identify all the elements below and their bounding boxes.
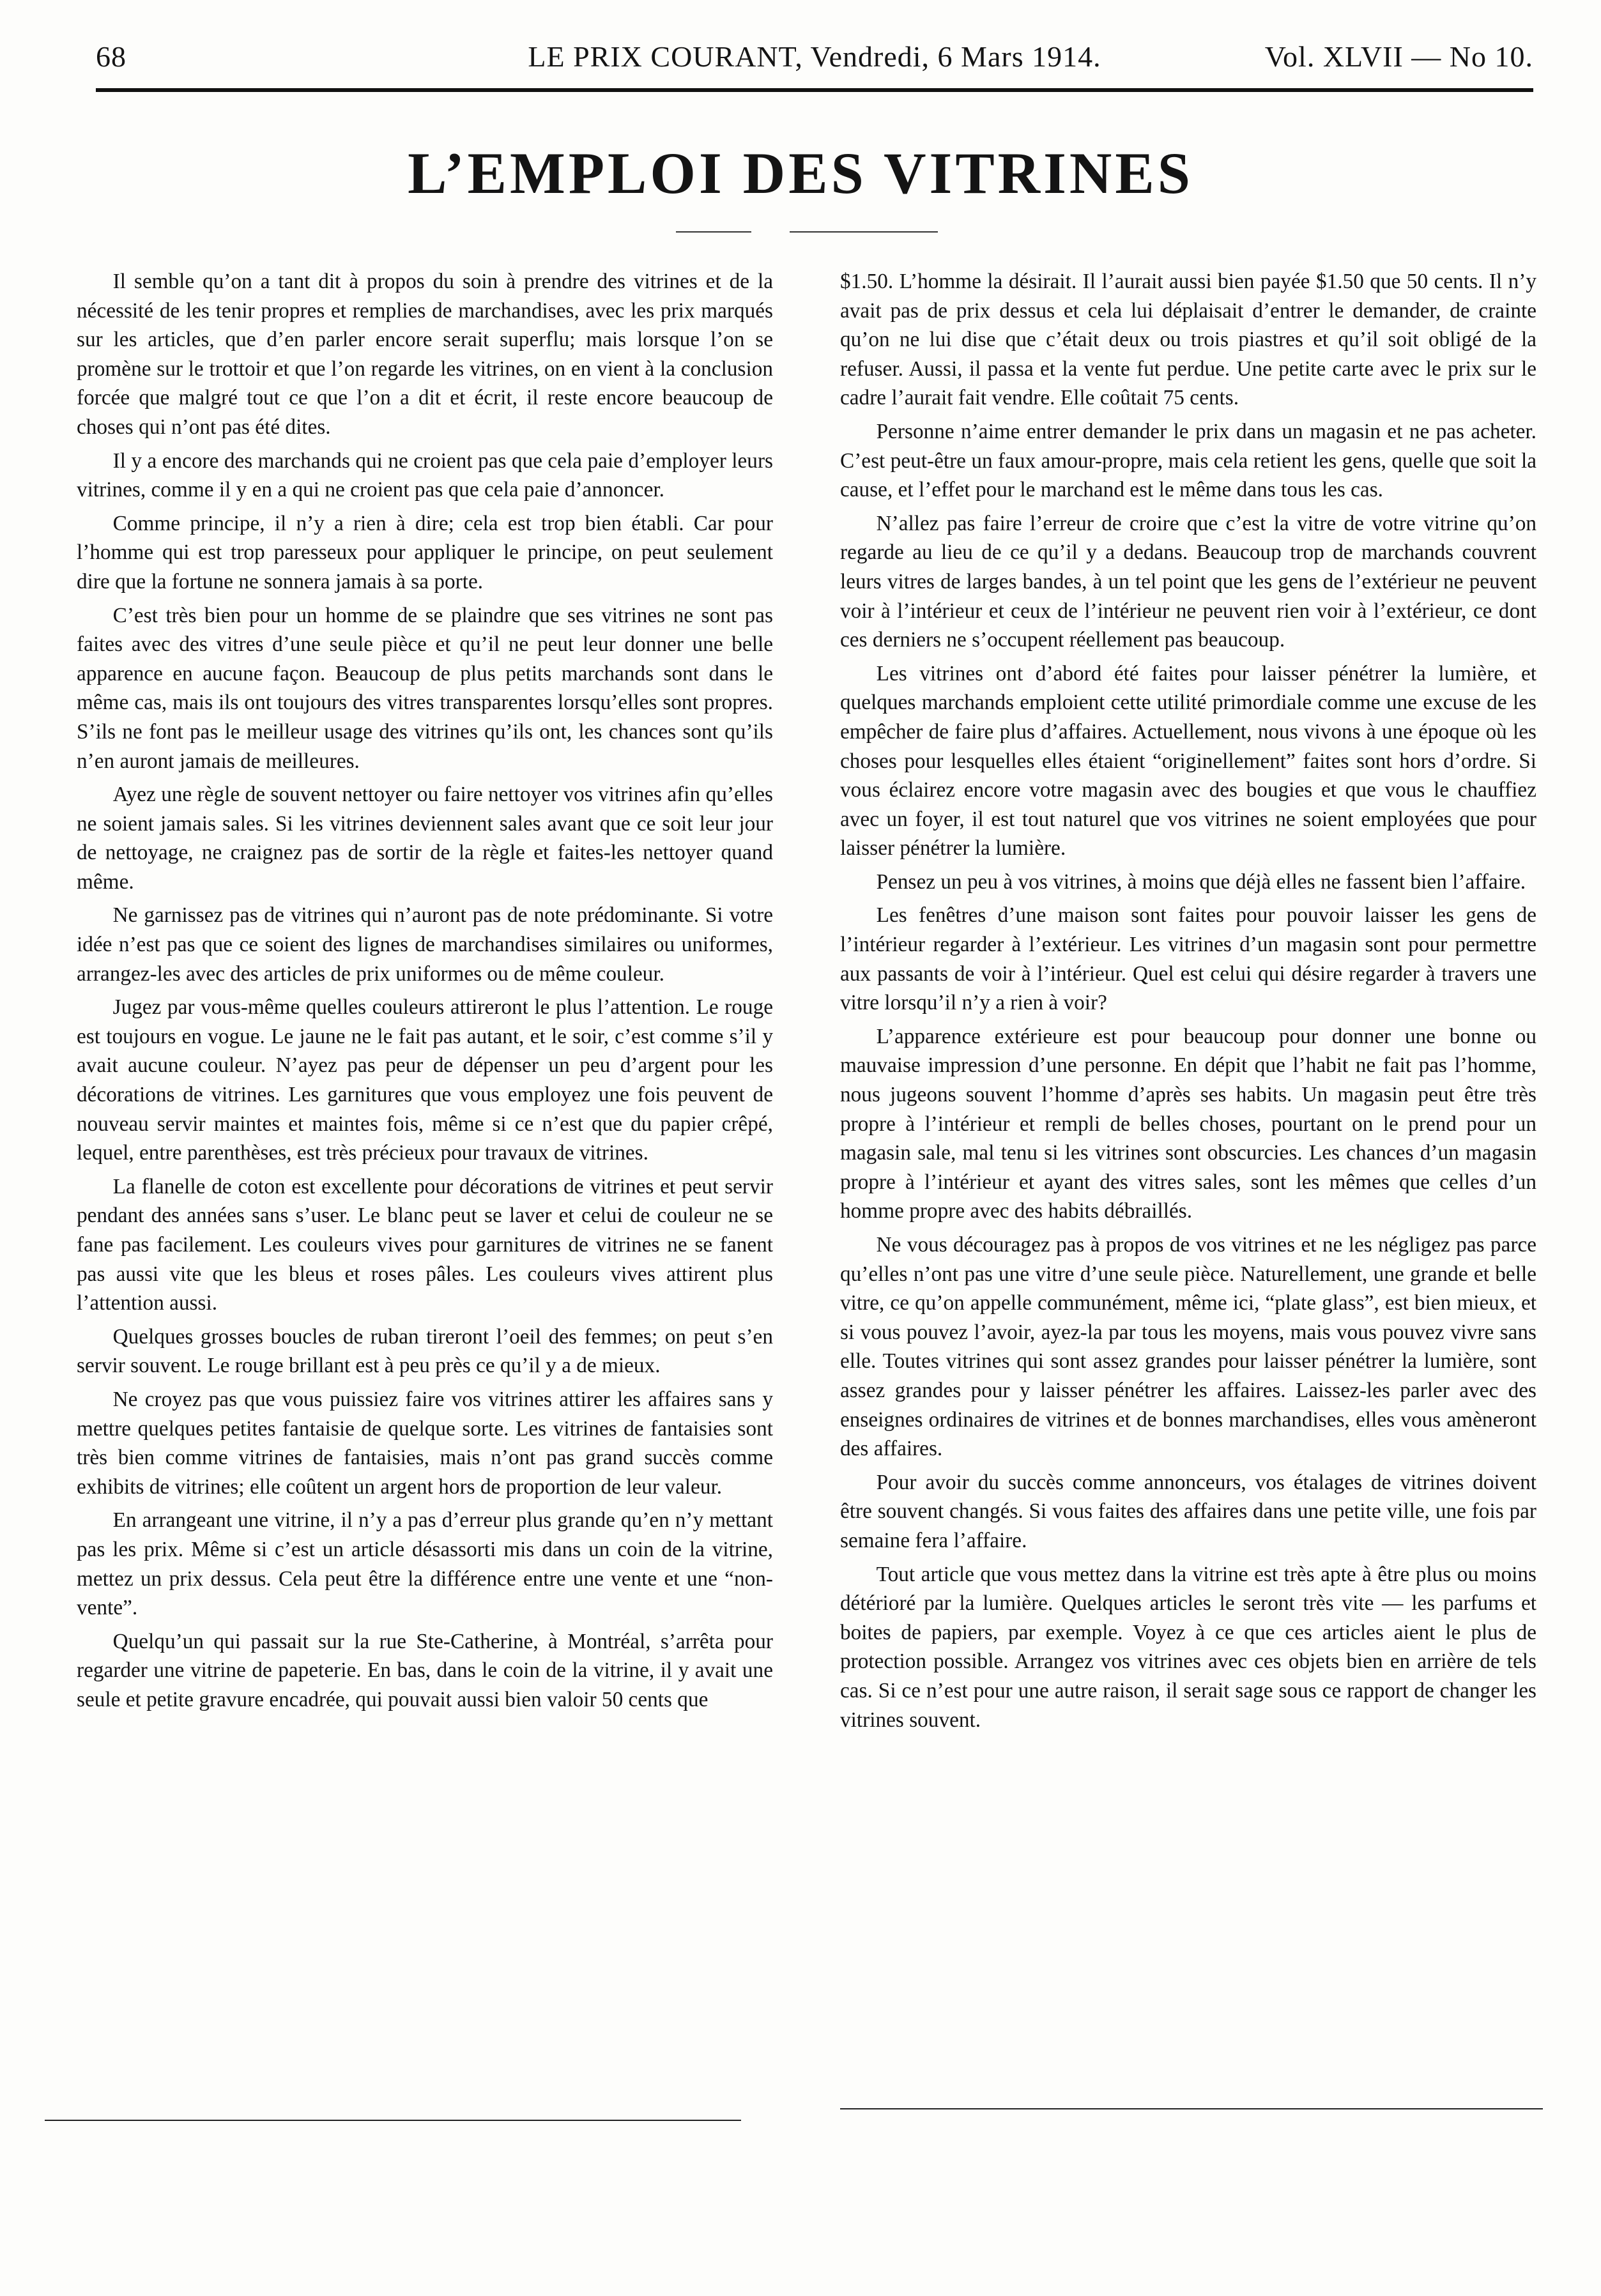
paragraph: Pensez un peu à vos vitrines, à moins que déjà elles ne fassent bien l’affaire. [876, 869, 1526, 894]
paragraph: L’apparence extérieure est pour beaucoup pour donner une bonne ou mauvaise impression d’une personne. En dépit que l’habit ne fait pas l’homme, nous jugeons souvent l’homme d’après ses habits. Un magasin peut être très propre à l’intérieur et rempli de belles choses, pourtant on le prend pour un magasin sale, mal tenu si les vitrines sont obscurcies. Les chances d’un magasin propre à l’intérieur et ayant des vitres sales, sont les mêmes que celles d’un homme propre avec des habits débraillés. [840, 1024, 1536, 1223]
volume-number: Vol. XLVII — No 10. [1264, 40, 1533, 73]
article-title: L’EMPLOI DES VITRINES [408, 141, 1193, 206]
print-strike-line [840, 2108, 1543, 2109]
paragraph: Personne n’aime entrer demander le prix dans un magasin et ne pas acheter. C’est peut-être un faux amour-propre, mais cela retient les gens, quelle que soit la cause, et l’effet pour le marchand est le même dans tous les cas. [840, 419, 1536, 502]
title-divider-left [676, 231, 751, 233]
paragraph: N’allez pas faire l’erreur de croire que c’est la vitre de votre vitrine qu’on regarde au lieu de ce qu’il y a dedans. Beaucoup trop de marchands couvrent leurs vitres de larges bandes, à un tel point que les gens de l’extérieur ne peuvent voir à l’intérieur et ceux de l’intérieur ne peuvent rien voir à l’extérieur, ce dont ces derniers ne s’occupent réellement pas beaucoup. [840, 511, 1536, 652]
paragraph: Les vitrines ont d’abord été faites pour laisser pénétrer la lumière, et quelques marchands emploient cette utilité primordiale comme une excuse de les empêcher de faire plus d’affaires. Actuellement, nous vivons à une époque où les choses pour lesquelles elles étaient “originellement” faites sont hors d’ordre. Si vous éclairez encore votre magasin avec des bougies et que vous le chauffiez avec un foyer, il est tout naturel que vos vitrines ne soient employées que pour laisser pénétrer la lumière. [840, 661, 1536, 861]
left-column [77, 267, 773, 1719]
paragraph-continuation: $1.50. L’homme la désirait. Il l’aurait aussi bien payée $1.50 que 50 cents. Il n’y avait pas de prix dessus et cela lui déplaisait d’entrer le demander, de crainte qu’on ne lui dise que c’était deux ou trois piastres et qu’il soit obligé de la refuser. Aussi, il passa et la vente fut perdue. Une petite carte avec le prix sur le cadre l’aurait fait vendre. Elle coûtait 75 cents. [840, 270, 1536, 410]
paragraph: Quelqu’un qui passait sur la rue Ste-Catherine, à Montréal, s’arrêta pour regarder une vitrine de papeterie. En bas, dans le coin de la vitrine, il y avait une seule et petite gravure encadrée, qui pouvait aussi bien valoir 50 cents que [77, 1629, 773, 1711]
paragraph: C’est très bien pour un homme de se plaindre que ses vitrines ne sont pas faites avec des vitres d’une seule pièce et qu’il ne peut leur donner une belle apparence en aucune façon. Beaucoup de plus petits marchands sont dans le même cas, mais ils ont toujours des vitres transparentes lorsqu’elles sont propres. S’ils ne font pas le meilleur usage des vitrines qu’ils ont, les chances sont qu’ils n’en auront jamais de meilleures. [77, 603, 773, 773]
print-strike-line [45, 2120, 741, 2121]
paragraph: Il semble qu’on a tant dit à propos du soin à prendre des vitrines et de la nécessité de les tenir propres et remplies de marchandises, avec les prix marqués sur les articles, que d’en parler encore serait superflu; mais lorsque l’on se promène sur le trottoir et que l’on regarde les vitrines, on en vient à la conclusion forcée que malgré tout ce que l’on a dit et écrit, il reste encore beaucoup de choses qui n’ont pas été dites. [77, 270, 773, 439]
paragraph: Les fenêtres d’une maison sont faites pour pouvoir laisser les gens de l’intérieur regarder à l’extérieur. Les vitrines d’un magasin sont pour permettre aux passants de voir à l’intérieur. Quel est celui qui désire regarder à travers une vitre lorsqu’il n’y a rien à voir? [840, 903, 1536, 1015]
paragraph: Ne croyez pas que vous puissiez faire vos vitrines attirer les affaires sans y mettre quelques petites fantaisie de quelque sorte. Les vitrines de fantaisies sont très bien comme vitrines de fantaisies, mais n’ont pas grand succès comme exhibits de vitrines; elle coûtent un argent hors de proportion de leur valeur. [77, 1387, 773, 1499]
publication-date-line: LE PRIX COURANT, Vendredi, 6 Mars 1914. [528, 40, 1101, 73]
header-rule [96, 88, 1533, 92]
paragraph: Comme principe, il n’y a rien à dire; cela est trop bien établi. Car pour l’homme qui est trop paresseux pour appliquer le principe, on peut seulement dire que la fortune ne sonnera jamais à sa porte. [77, 511, 773, 593]
paragraph: Ne garnissez pas de vitrines qui n’auront pas de note prédominante. Si votre idée n’est pas que ce soient des lignes de marchandises similaires ou uniformes, arrangez-les avec des articles de prix uniformes ou de même couleur. [77, 903, 773, 986]
paragraph: Pour avoir du succès comme annonceurs, vos étalages de vitrines doivent être souvent changés. Si vous faites des affaires dans une petite ville, une fois par semaine fera l’affaire. [840, 1470, 1536, 1552]
title-divider-right [790, 231, 938, 233]
paragraph: Jugez par vous-même quelles couleurs attireront le plus l’attention. Le rouge est toujours en vogue. Le jaune ne le fait pas autant, et le soir, c’est comme s’il y avait aucune couleur. N’ayez pas peur de dépenser un peu d’argent pour les décorations de vitrines. Les garnitures que vous employez une fois peuvent de nouveau servir maintes et maintes fois, même si ce n’est que du papier crêpé, lequel, entre parenthèses, est très précieux pour travaux de vitrines. [77, 995, 773, 1165]
page-number: 68 [96, 40, 126, 73]
paragraph: Ayez une règle de souvent nettoyer ou faire nettoyer vos vitrines afin qu’elles ne soient jamais sales. Si les vitrines deviennent sales avant que ce soit leur jour de nettoyage, ne craignez pas de sortir de la règle et faites-les nettoyer quand même. [77, 783, 773, 894]
paragraph: Ne vous découragez pas à propos de vos vitrines et ne les négligez pas parce qu’elles n’ont pas une vitre d’une seule pièce. Naturellement, une grande et belle vitre, ce qu’on appelle communément, même ici, “plate glass”, est bien mieux, et si vous pouvez l’avoir, ayez-la par tous les moyens, mais vous pouvez vivre sans elle. Toutes vitrines qui sont assez grandes pour laisser pénétrer la lumière, sont assez grandes pour y laisser pénétrer les affaires. Laissez-les parler avec des enseignes ordinaires de vitrines et de bonnes marchandises, elles vous amèneront des affaires. [840, 1233, 1536, 1461]
paragraph: Tout article que vous mettez dans la vitrine est très apte à être plus ou moins détérioré par la lumière. Quelques articles le seront très vite — les parfums et boites de papiers, par exemple. Voyez à ce que ces articles aient le plus de protection possible. Arrangez vos vitrines avec ces objets bien en arrière de tels cas. Si ce n’est pour une autre raison, il serait sage sous ce rapport de changer les vitrines souvent. [840, 1562, 1536, 1732]
paragraph: La flanelle de coton est excellente pour décorations de vitrines et peut servir pendant des années sans s’user. Le blanc peut se laver et celui de couleur ne se fane pas facilement. Les couleurs vives pour garnitures de vitrines ne se fanent pas aussi vite que les bleus et roses pâles. Les couleurs vives attirent plus l’attention aussi. [77, 1174, 773, 1315]
right-column [840, 267, 1536, 1739]
paragraph: En arrangeant une vitrine, il n’y a pas d’erreur plus grande qu’en n’y mettant pas les prix. Même si c’est un article désassorti mis dans un coin de la vitrine, mettez un prix dessus. Cela peut être la différence entre une vente et une “non-vente”. [77, 1508, 773, 1620]
paragraph: Il y a encore des marchands qui ne croient pas que cela paie d’employer leurs vitrines, comme il y en a qui ne croient pas que cela paie d’annoncer. [77, 448, 773, 502]
running-header [96, 40, 1533, 84]
paragraph: Quelques grosses boucles de ruban tireront l’oeil des femmes; on peut s’en servir souvent. Le rouge brillant est à peu près ce qu’il y a de mieux. [77, 1324, 773, 1378]
